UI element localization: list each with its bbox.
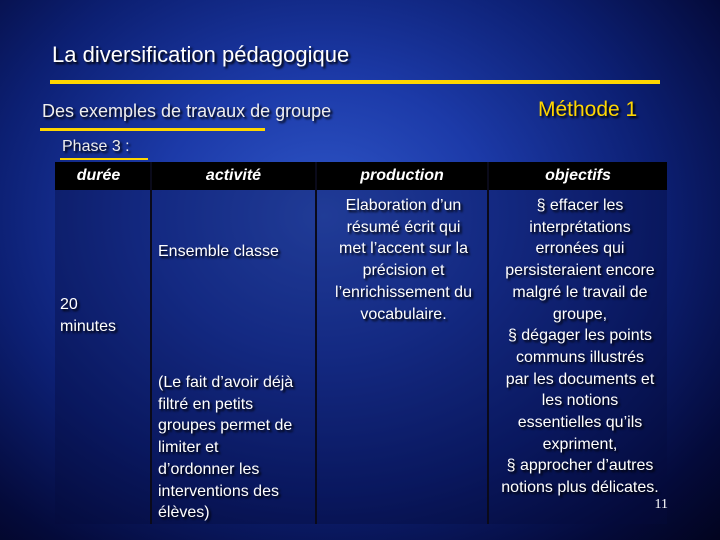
cell-duree: 20 minutes xyxy=(60,296,117,335)
cell-activite-note: (Le fait d’avoir déjà filtré en petits groupes permet de limiter et d’ordonner les interventions des élèves) xyxy=(158,374,294,522)
subtitle-underline xyxy=(40,128,265,131)
cell-activite-main: Ensemble classe xyxy=(158,243,279,260)
phase-underline xyxy=(60,158,148,160)
title-underline xyxy=(50,80,660,84)
method-label: Méthode 1 xyxy=(538,98,638,121)
column-divider xyxy=(315,162,317,524)
page-number: 11 xyxy=(654,497,668,512)
header-production: production xyxy=(317,162,487,190)
cell-objectifs: § effacer les interprétations erronées qui persisteraient encore malgré le travail de groupe, § dégager les points communs illustrés par les documents et les notions essentielles qu’ils expriment, § approcher d’autres notions plus délicates. xyxy=(501,197,659,497)
column-divider xyxy=(487,162,489,524)
cell-production: Elaboration d’un résumé écrit qui met l’accent sur la précision et l’enrichissement du vocabulaire. xyxy=(335,197,472,323)
slide-subtitle: Des exemples de travaux de groupe xyxy=(42,101,332,121)
header-activite: activité xyxy=(152,162,315,190)
header-objectifs: objectifs xyxy=(489,162,667,190)
slide-title: La diversification pédagogique xyxy=(52,42,350,67)
phase-label: Phase 3 : xyxy=(62,138,130,155)
header-duree: durée xyxy=(55,162,150,190)
column-divider xyxy=(150,162,152,524)
